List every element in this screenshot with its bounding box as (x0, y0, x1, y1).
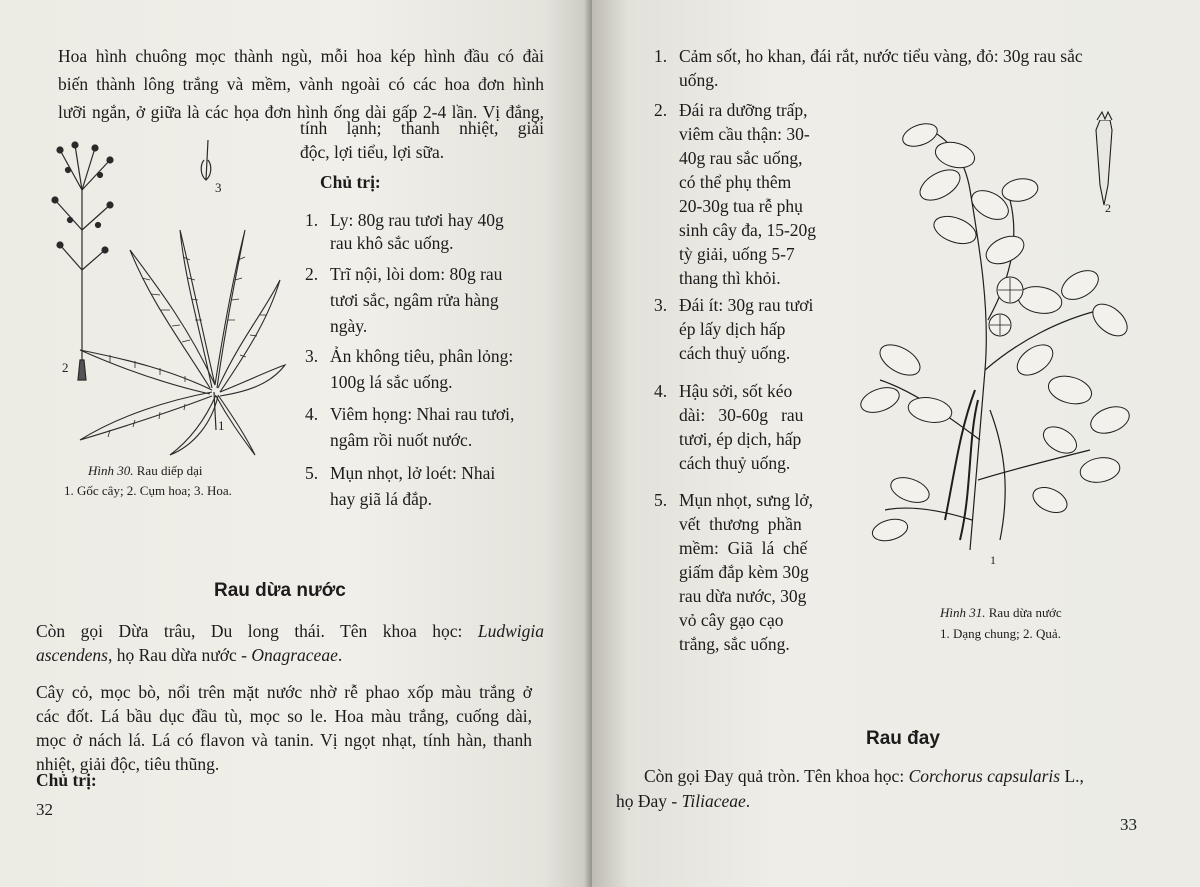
treatment-line: vết thương phần (679, 514, 802, 534)
section-p2-line3: mọc ở nách lá. Lá có flavon và tanin. Vị ngọt nhạt, tính hàn, thanh (36, 730, 532, 750)
figure-label: 1 (990, 553, 996, 567)
section-p1-line1 (36, 619, 544, 643)
treatment-line: viêm cầu thận: 30- (679, 124, 810, 144)
section-p2-line4: nhiệt, giải độc, tiêu thũng. (36, 754, 220, 774)
treatment-line: thang thì khỏi. (679, 268, 781, 288)
treatment-line: mềm: Giã lá chế (679, 538, 808, 558)
section-title-rau-dua-nuoc: Rau dừa nước (214, 580, 346, 601)
section-p2-line2: các đốt. Lá bầu dục đầu tù, mọc so le. Hoa màu trắng, cuống dài, (36, 706, 532, 726)
intro-line-4: tính lạnh; thanh nhiệt, giải (300, 118, 544, 138)
treatment-line: vỏ cây gạo cạo (679, 610, 784, 630)
water-primrose-illustration (860, 110, 1160, 580)
treatment-line: rau khô sắc uống. (330, 233, 454, 253)
section-text: . (337, 645, 343, 665)
figure-30-caption (88, 462, 202, 480)
treatment-number: 3. (305, 346, 319, 366)
treatment-line: Mụn nhọt, lở loét: Nhai (330, 463, 496, 483)
figure-label: 2 (1105, 201, 1111, 215)
section-text: L., (1064, 766, 1084, 786)
scientific-name: ascendens (36, 645, 108, 665)
scientific-name: Ludwigia (477, 621, 544, 641)
section-text: Còn gọi Đay quả tròn. Tên khoa học: (644, 766, 905, 786)
treatment-line: Cảm sốt, ho khan, đái rắt, nước tiểu vàng, đỏ: 30g rau sắc (679, 46, 1083, 66)
caption-title: Hình 30. (88, 463, 134, 478)
section-p2-line1: Cây cỏ, mọc bò, nổi trên mặt nước nhờ rễ phao xốp màu trắng ở (36, 682, 532, 702)
figure-30-parts: 1. Gốc cây; 2. Cụm hoa; 3. Hoa. (64, 483, 232, 498)
treatment-line: uống. (679, 70, 719, 90)
treatment-line: tươi, ép dịch, hấp (679, 429, 802, 449)
treatment-number: 2. (305, 264, 319, 284)
figure-label: 1 (218, 418, 225, 433)
treatment-line: rau dừa nước, 30g (679, 586, 807, 606)
treatment-line: tươi sắc, ngâm rửa hàng (330, 290, 499, 310)
page-number-left: 32 (36, 800, 53, 819)
treatment-number: 2. (654, 100, 668, 120)
treatment-number: 5. (654, 490, 668, 510)
figure-label: 3 (215, 180, 222, 195)
treatment-line: ngày. (330, 316, 368, 336)
wild-lettuce-illustration (40, 130, 280, 460)
treatment-line: 100g lá sắc uống. (330, 372, 453, 392)
treatment-line: Trĩ nội, lòi dom: 80g rau (330, 264, 503, 284)
family-name: Onagraceae (251, 645, 338, 665)
page-number-right: 33 (1120, 815, 1137, 834)
treatment-line: Hậu sởi, sốt kéo (679, 381, 793, 401)
treatment-line: cách thuỷ uống. (679, 343, 791, 363)
chu-tri-bottom: Chủ trị: (36, 770, 97, 790)
rau-day-line1 (644, 764, 1084, 788)
treatment-line: sinh cây đa, 15-20g (679, 220, 817, 240)
intro-line-1: Hoa hình chuông mọc thành ngù, mỗi hoa kép hình đầu có đài (58, 46, 544, 66)
figure-31-caption (940, 604, 1062, 622)
treatment-line: Đái ít: 30g rau tươi (679, 295, 814, 315)
left-page (0, 0, 592, 887)
section-text: Còn gọi Dừa trâu, Du long thái. Tên khoa học: (36, 621, 463, 641)
treatment-line: hay giã lá đắp. (330, 489, 433, 509)
rau-day-line2 (616, 789, 750, 813)
treatment-number: 3. (654, 295, 668, 315)
treatment-line: cách thuỷ uống. (679, 453, 791, 473)
treatment-line: Đái ra dưỡng trấp, (679, 100, 808, 120)
treatment-line: 20-30g tua rễ phụ (679, 196, 803, 216)
treatment-number: 4. (654, 381, 668, 401)
section-p1-line2 (36, 643, 342, 667)
treatment-number: 1. (305, 210, 319, 230)
intro-line-5: độc, lợi tiểu, lợi sữa. (300, 142, 445, 162)
section-text: , họ Rau dừa nước - (107, 645, 247, 665)
treatment-line: 40g rau sắc uống, (679, 148, 803, 168)
treatment-number: 4. (305, 404, 319, 424)
treatment-line: tỳ giải, uống 5-7 (679, 244, 795, 264)
section-text: họ Đay - (616, 791, 678, 811)
treatment-number: 1. (654, 46, 668, 66)
caption-name: Rau diếp dại (136, 463, 203, 478)
family-name: Tiliaceae (681, 791, 746, 811)
chu-tri-heading: Chủ trị: (320, 172, 381, 192)
intro-line-2: biến thành lông trắng và mềm, vành ngoài có các hoa đơn hình (58, 74, 544, 94)
section-title-rau-day: Rau đay (866, 728, 940, 749)
treatment-line: ép lấy dịch hấp (679, 319, 786, 339)
right-page (592, 0, 1200, 887)
treatment-line: giấm đắp kèm 30g (679, 562, 809, 582)
intro-line-3: lưỡi ngắn, ở giữa là các họa đơn hình ống dài gấp 2-4 lần. Vị đắng, (58, 102, 544, 122)
caption-name: Rau dừa nước (988, 605, 1062, 620)
figure-label: 2 (62, 360, 69, 375)
treatment-line: Ản không tiêu, phân lỏng: (330, 346, 514, 366)
section-text: . (745, 791, 751, 811)
figure-31-parts: 1. Dạng chung; 2. Quả. (940, 626, 1061, 641)
treatment-line: có thể phụ thêm (679, 172, 792, 192)
treatment-line: Mụn nhọt, sưng lở, (679, 490, 813, 510)
scientific-name: Corchorus capsularis (908, 766, 1061, 786)
caption-title: Hình 31. (940, 605, 986, 620)
treatment-line: dài: 30-60g rau (679, 405, 804, 425)
treatment-number: 5. (305, 463, 319, 483)
treatment-line: trắng, sắc uống. (679, 634, 790, 654)
treatment-line: Ly: 80g rau tươi hay 40g (330, 210, 504, 230)
treatment-line: Viêm họng: Nhai rau tươi, (330, 404, 515, 424)
treatment-line: ngâm rồi nuốt nước. (330, 430, 473, 450)
